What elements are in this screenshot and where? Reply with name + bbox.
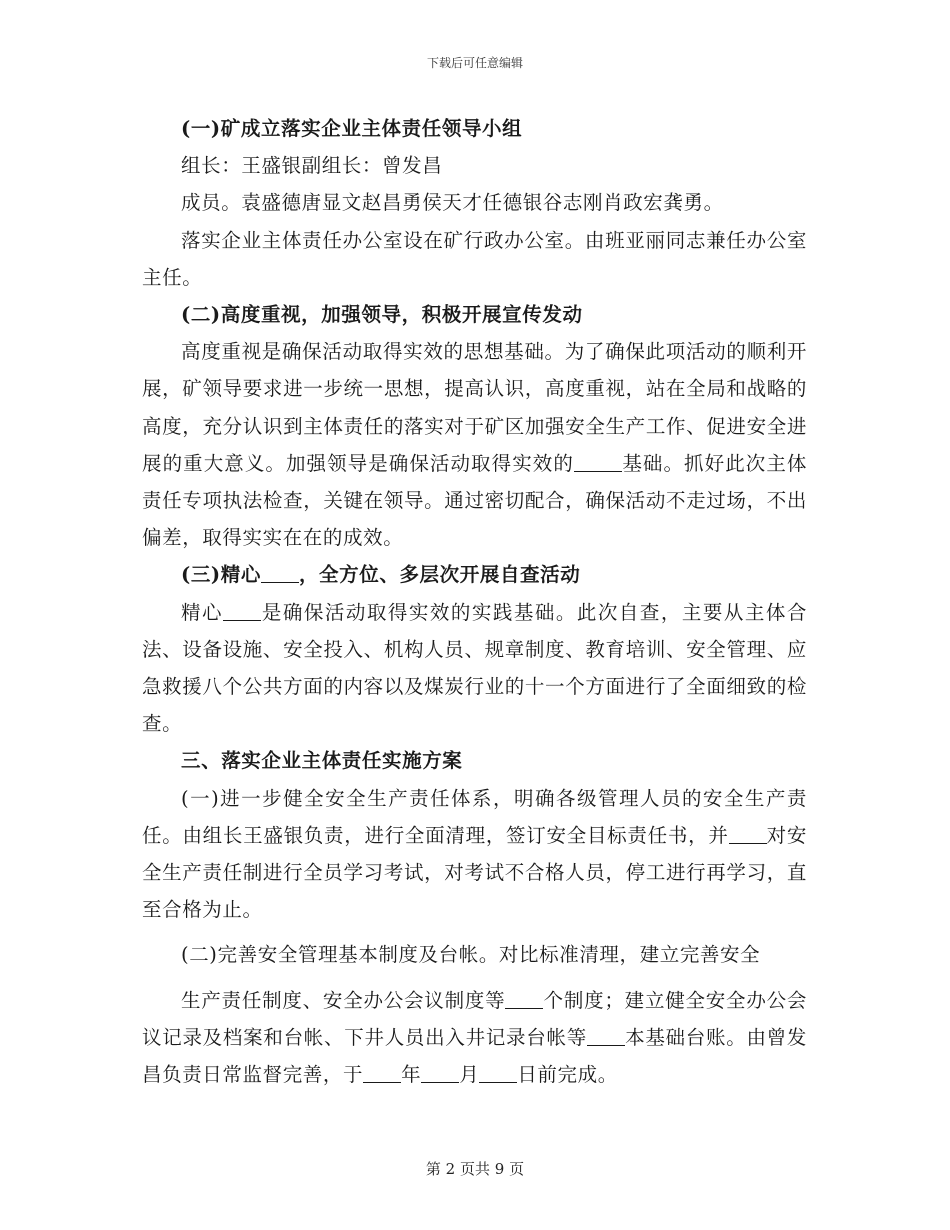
fill-in-blank — [505, 988, 543, 1009]
paragraph: (二)完善安全管理基本制度及台帐。对比标准清理，建立完善安全 — [181, 943, 761, 967]
section-heading: (一)矿成立落实企业主体责任领导小组 — [181, 117, 523, 140]
paragraph — [142, 780, 807, 929]
date-day-label: 日前完成。 — [517, 1063, 618, 1087]
paragraph: 落实企业主体责任办公室设在矿行政办公室。由班亚丽同志兼任办公室主任。 — [142, 228, 807, 289]
fill-in-blank — [587, 1025, 625, 1046]
paragraph: 组长：王盛银副组长：曾发昌 — [181, 154, 443, 178]
paragraph-text: 生产责任制度、安全办公会议制度等 — [181, 988, 506, 1012]
paragraph-text: 本基础台账。由曾发昌负责日常监督完善，于 — [142, 1025, 807, 1087]
document-body — [142, 110, 807, 1093]
page-footer: 第 2 页共 9 页 — [425, 1160, 525, 1178]
page-header: 下载后可任意编辑 — [426, 56, 523, 70]
paragraph-text: 对安全生产责任制进行全员学习考试，对考试不合格人员，停工进行再学习，直至合格为止。 — [142, 823, 807, 922]
date-year-label: 年 — [401, 1063, 422, 1087]
fill-in-blank — [261, 563, 299, 584]
fill-in-blank — [574, 451, 594, 472]
paragraph-text: 基础。抓好此次主体责任专项执法检查，关键在领导。通过密切配合，确保活动不走过场，不出偏差，取得实实在在的成效。 — [142, 451, 807, 550]
fill-in-blank — [729, 823, 767, 844]
fill-in-blank — [479, 1063, 517, 1084]
paragraph — [142, 594, 807, 743]
fill-in-blank — [594, 451, 622, 472]
paragraph-text: 精心 — [181, 600, 223, 624]
heading-text: ，全方位、多层次开展自查活动 — [298, 563, 581, 587]
section-heading: (二)高度重视，加强领导，积极开展宣传发动 — [181, 303, 583, 327]
section-heading: 三、落实企业主体责任实施方案 — [181, 749, 463, 773]
fill-in-blank — [363, 1063, 401, 1084]
date-month-label: 月 — [459, 1063, 480, 1087]
heading-text: (三)精心 — [181, 563, 261, 587]
paragraph-text: 高度重视是确保活动取得实效的思想基础。为了确保此项活动的顺利开展，矿领导要求进一步统一思想，提高认识，高度重视，站在全局和战略的高度，充分认识到主体责任的落实对于矿区加强安全生产工作、促进安全进展的重大意义。加强领导是确保活动取得实效的 — [142, 340, 807, 475]
paragraph: 成员。袁盛德唐显文赵昌勇侯天才任德银谷志刚肖政宏龚勇。 — [181, 191, 724, 215]
paragraph-text: 个制度；建立健全安全办公会议记录及档案和台帐、下井人员出入井记录台帐等 — [142, 988, 807, 1049]
paragraph — [142, 333, 807, 556]
paragraph-text: (一)进一步健全安全生产责任体系，明确各级管理人员的安全生产责任。由组长王盛银负责，进行全面清理，签订安全目标责任书，并 — [142, 786, 807, 847]
fill-in-blank — [223, 600, 261, 621]
section-heading — [142, 556, 807, 593]
paragraph — [142, 982, 807, 1094]
paragraph-text: 是确保活动取得实效的实践基础。此次自查，主要从主体合法、设备设施、安全投入、机构人员、规章制度、教育培训、安全管理、应急救援八个公共方面的内容以及煤炭行业的十一个方面进行了全面细致的检查。 — [142, 600, 807, 736]
fill-in-blank — [421, 1063, 459, 1084]
